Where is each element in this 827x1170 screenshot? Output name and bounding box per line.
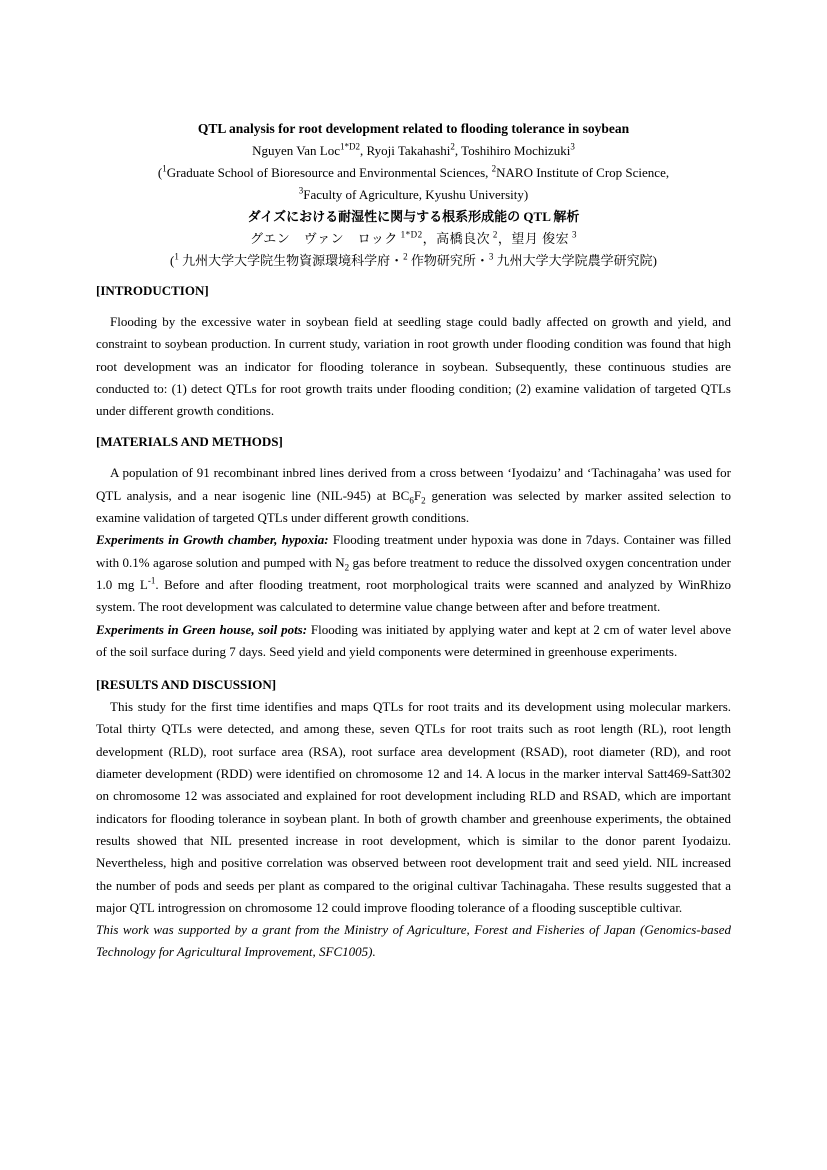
methods-p1-text-c: generation was selected by marker assited selection to examine validation of targeted QTLs under different growth conditions.: [96, 487, 732, 526]
affiliation-line-1: [96, 162, 731, 184]
affiliation-mark-1: 1: [162, 163, 167, 174]
results-paragraph: This study for the first time identifies and maps QTLs for root traits and its development using molecular markers. Total thirty QTLs were detected, and among these, seven QTLs for root traits such as root length (RL), root length development (RLD), root surface area (RSA), root surface area development (RSAD), root diameter (RD), and root diameter development (RDD) were identified on chromosome 12 and 14. A locus in the marker interval Satt469-Satt302 on chromosome 12 was associated and explained for root development including RLD and RSAD, which are important indicators for flooding tolerance in soybean plant. In both of growth chamber and greenhouse experiments, the obtained results showed that NIL presented increase in root development, which is similar to the donor parent Iyodaizu. Nevertheless, high and positive correlation was observed between root development trait and seed yield. NIL increased the number of pods and seeds per plant as compared to the original cultivar Tachinagaha. These results suggested that a major QTL introgression on chromosome 12 could improve flooding tolerance of a flooding susceptible cultivar.: [96, 699, 731, 915]
affiliation-2: NARO Institute of Crop Science,: [496, 165, 670, 180]
affiliation-mark-2: 2: [491, 163, 497, 174]
methods-p1-sub-1: 6: [409, 495, 414, 506]
methods-p1-text-b: F: [413, 487, 422, 503]
methods-p3-text: Flooding was initiated by applying water and kept at 2 cm of water level above of the soil surface during 7 days. Seed yield and yield components were determined in greenhouse experiments.: [96, 621, 731, 659]
jp-author-2: ，高橋良次: [422, 231, 491, 246]
greenhouse-subheading: Experiments in Green house, soil pots:: [96, 621, 308, 637]
methods-p2-sub: 2: [344, 562, 350, 573]
affiliation-mark-3: 3: [298, 185, 304, 196]
author-list: [96, 140, 731, 162]
jp-author-1-mark: 1*D2: [397, 229, 423, 240]
methods-paragraph-3: [96, 619, 731, 664]
jp-affiliation-1: 九州大学大学院生物資源環境科学府・: [178, 253, 404, 268]
japanese-title: ダイズにおける耐湿性に関与する根系形成能の QTL 解析: [247, 209, 580, 224]
jp-author-1: グエン ヴァン ロック: [250, 231, 398, 246]
author-2: , Ryoji Takahashi: [359, 143, 451, 158]
jp-author-3: ，望月 俊宏: [497, 231, 570, 246]
growth-chamber-subheading: Experiments in Growth chamber, hypoxia:: [96, 532, 329, 548]
affiliation-3: Faculty of Agriculture, Kyushu University): [303, 187, 529, 202]
acknowledgement: This work was supported by a grant from the Ministry of Agriculture, Forest and Fisheries of Japan (Genomics-based Technology for Agricultural Improvement, SFC1005).: [96, 922, 731, 960]
methods-p1-text-a: A population of 91 recombinant inbred lines derived from a cross between ‘Iyodaizu’ and ‘Tachinagaha’ was used for QTL analysis, and a near isogenic line (NIL-945) at BC: [96, 465, 731, 503]
methods-paragraph-1: [96, 462, 731, 529]
methods-paragraph-2: [96, 529, 731, 618]
jp-affiliation-mark-2: 2: [403, 251, 408, 262]
author-2-mark: 2: [450, 141, 455, 152]
methods-p2-text-b: gas before treatment to reduce the dissolved oxygen concentration under 1.0 mg L: [96, 554, 731, 592]
author-3: , Toshihiro Mochizuki: [454, 143, 571, 158]
jp-author-3-mark: 3: [569, 229, 577, 240]
methods-p1-sub-2: 2: [421, 495, 426, 506]
author-3-mark: 3: [570, 141, 575, 152]
jp-affiliation-paren: (: [170, 253, 175, 268]
jp-affiliation-3: 九州大学大学院農学研究院): [493, 253, 657, 268]
paper-page: [96, 114, 731, 964]
japanese-affiliation: [96, 250, 731, 272]
methods-p2-text-a: Flooding treatment under hypoxia was done in 7days. Container was filled with 0.1% agarose solution and pumped with N: [96, 532, 731, 570]
jp-affiliation-mark-1: 1: [174, 251, 179, 262]
paper-title: QTL analysis for root development related to flooding tolerance in soybean: [197, 121, 630, 136]
jp-affiliation-mark-3: 3: [488, 251, 494, 262]
methods-p2-text-c: . Before and after flooding treatment, root morphological traits were scanned and analyzed by WinRhizo system. The root development was calculated to determine value change between after and before treatment.: [96, 576, 731, 615]
japanese-author-list: [96, 228, 731, 250]
affiliation-paren: (: [157, 165, 163, 180]
methods-p2-sup: -1: [147, 575, 156, 586]
results-heading: [RESULTS AND DISCUSSION]: [96, 677, 277, 693]
author-1-mark: 1*D2: [339, 141, 360, 152]
methods-heading: [MATERIALS AND METHODS]: [96, 434, 283, 450]
introduction-paragraph: Flooding by the excessive water in soybean field at seedling stage could badly affected on growth and yield, and constraint to soybean production. In current study, variation in root growth under flooding condition was found that high root development was an indicator for flooding tolerance in soybean. Subsequently, these continuous studies are conducted to: (1) detect QTLs for root growth traits under flooding condition; (2) examine validation of targeted QTLs under different growth conditions.: [96, 314, 731, 419]
jp-affiliation-2: 作物研究所・: [407, 253, 489, 268]
introduction-heading: [INTRODUCTION]: [96, 283, 209, 298]
affiliation-1: Graduate School of Bioresource and Environmental Sciences,: [166, 165, 492, 180]
jp-author-2-mark: 2: [490, 229, 498, 240]
author-1: Nguyen Van Loc: [252, 143, 340, 158]
affiliation-line-2: [96, 184, 731, 206]
